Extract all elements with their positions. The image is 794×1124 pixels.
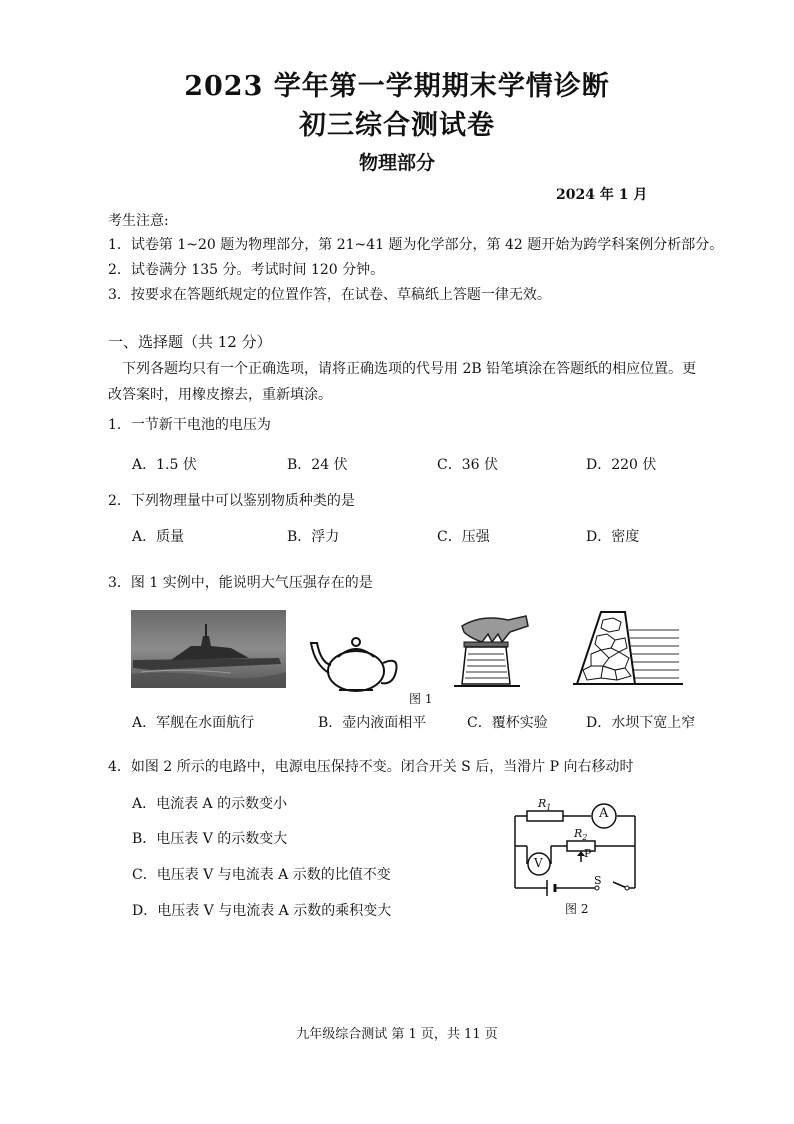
question-1-option-b: B．24 伏 (287, 457, 348, 473)
notice-item-3: 3．按要求在答题纸规定的位置作答，在试卷、草稿纸上答题一律无效。 (108, 287, 551, 303)
teapot-illustration (305, 615, 405, 695)
inverted-cup-illustration (452, 612, 532, 690)
question-4-option-b: B．电压表 V 的示数变大 (132, 831, 288, 847)
notice-item-1: 1．试卷第 1~20 题为物理部分，第 21~41 题为化学部分，第 42 题开始为跨学科案例分析部分。 (108, 237, 724, 253)
question-3-option-c: C．覆杯实验 (467, 715, 548, 731)
question-1-stem: 1．一节新干电池的电压为 (108, 417, 271, 433)
slider-label: P (584, 847, 592, 860)
exam-title-line1: 2023 学年第一学期期末学情诊断 (184, 71, 610, 102)
question-3-stem: 3．图 1 实例中，能说明大气压强存在的是 (108, 575, 373, 591)
question-3-option-b: B．壶内液面相平 (318, 715, 427, 731)
voltmeter-label: V (534, 856, 543, 870)
page-footer: 九年级综合测试 第 1 页，共 11 页 (296, 1027, 498, 1042)
question-4-option-d: D．电压表 V 与电流表 A 示数的乘积变大 (132, 903, 392, 919)
question-2-option-c: C．压强 (437, 529, 490, 545)
question-2-option-b: B．浮力 (287, 529, 340, 545)
exam-date: 2024 年 1 月 (556, 187, 648, 203)
notice-item-2: 2．试卷满分 135 分。考试时间 120 分钟。 (108, 262, 385, 278)
question-2-option-a: A．质量 (132, 529, 185, 545)
figure-2-caption: 图 2 (565, 902, 589, 916)
figure-1-caption: 图 1 (409, 692, 433, 706)
section-instruction-line2: 改答案时，用橡皮擦去，重新填涂。 (108, 387, 332, 403)
switch-label: S (594, 874, 602, 887)
warship-photo (131, 610, 286, 688)
question-2-option-d: D．密度 (586, 529, 640, 545)
section-instruction-line1: 下列各题均只有一个正确选项，请将正确选项的代号用 2B 铅笔填涂在答题纸的相应位置。更 (122, 361, 697, 377)
notice-heading: 考生注意: (108, 213, 169, 229)
question-3-option-d: D．水坝下宽上窄 (586, 715, 696, 731)
question-4-option-a: A．电流表 A 的示数变小 (132, 796, 288, 812)
circuit-diagram (505, 794, 645, 898)
ammeter-label: A (599, 806, 609, 821)
exam-subtitle: 物理部分 (358, 152, 435, 174)
question-4-option-c: C．电压表 V 与电流表 A 示数的比值不变 (132, 867, 391, 883)
dam-illustration (573, 606, 683, 686)
section-heading: 一、选择题（共 12 分） (108, 333, 272, 351)
question-3-option-a: A．军舰在水面航行 (132, 715, 255, 731)
exam-title-line2: 初三综合测试卷 (299, 110, 495, 141)
question-1-option-c: C．36 伏 (437, 457, 498, 473)
question-1-option-a: A．1.5 伏 (132, 457, 197, 473)
r2-label: $R_2$ (574, 827, 588, 843)
question-1-option-d: D．220 伏 (586, 457, 657, 473)
question-2-stem: 2．下列物理量中可以鉴别物质种类的是 (108, 493, 355, 509)
r1-label: $R_1$ (538, 797, 552, 813)
question-4-stem: 4．如图 2 所示的电路中，电源电压保持不变。闭合开关 S 后，当滑片 P 向右移动时 (108, 759, 634, 775)
